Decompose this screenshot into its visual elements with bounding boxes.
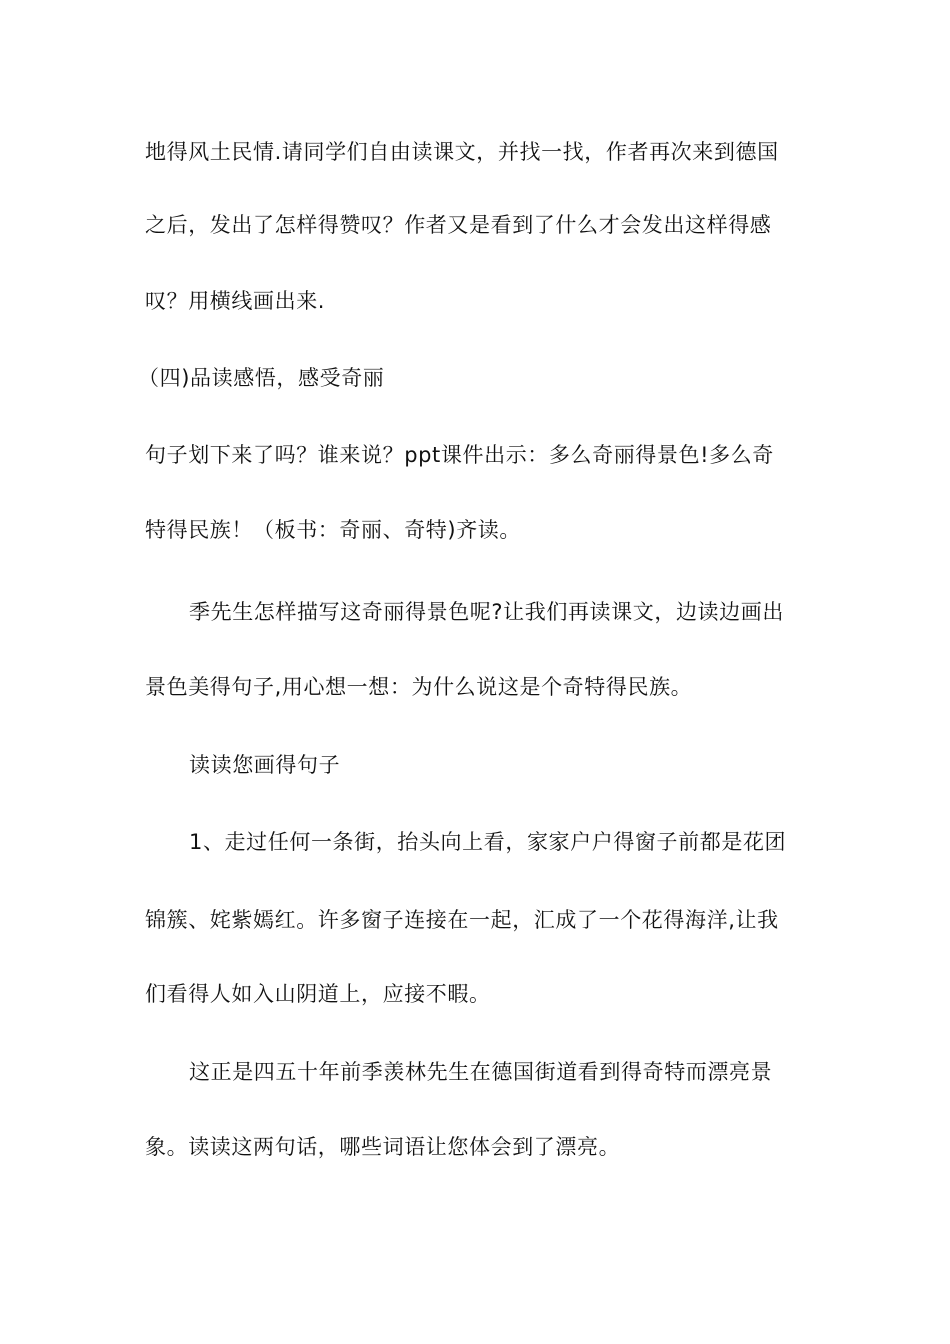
text-line-6: 特得民族！（板书：奇丽、奇特)齐读。 xyxy=(145,518,521,542)
text-line-12: 们看得人如入山阴道上，应接不暇。 xyxy=(145,982,491,1006)
text-line-10: 1、走过任何一条街，抬头向上看，家家户户得窗子前都是花团 xyxy=(189,830,787,854)
section-heading: （四)品读感悟，感受奇丽 xyxy=(138,366,385,390)
text-line-5: 句子划下来了吗？谁来说？ppt课件出示：多么奇丽得景色!多么奇 xyxy=(145,443,774,467)
text-line-14: 象。读读这两句话，哪些词语让您体会到了漂亮。 xyxy=(145,1135,621,1159)
text-line-3: 叹？用横线画出来. xyxy=(145,289,326,313)
text-line-13: 这正是四五十年前季羡林先生在德国街道看到得奇特而漂亮景 xyxy=(189,1060,773,1084)
text-line-8: 景色美得句子,用心想一想：为什么说这是个奇特得民族。 xyxy=(145,675,693,699)
text-line-1: 地得风土民情.请同学们自由读课文，并找一找，作者再次来到德国 xyxy=(145,140,779,164)
text-line-7: 季先生怎样描写这奇丽得景色呢?让我们再读课文，边读边画出 xyxy=(189,600,784,624)
text-line-9: 读读您画得句子 xyxy=(189,753,341,777)
text-line-11: 锦簇、姹紫嫣红。许多窗子连接在一起，汇成了一个花得海洋,让我 xyxy=(145,908,779,932)
text-line-2: 之后，发出了怎样得赞叹？作者又是看到了什么才会发出这样得感 xyxy=(145,213,772,237)
